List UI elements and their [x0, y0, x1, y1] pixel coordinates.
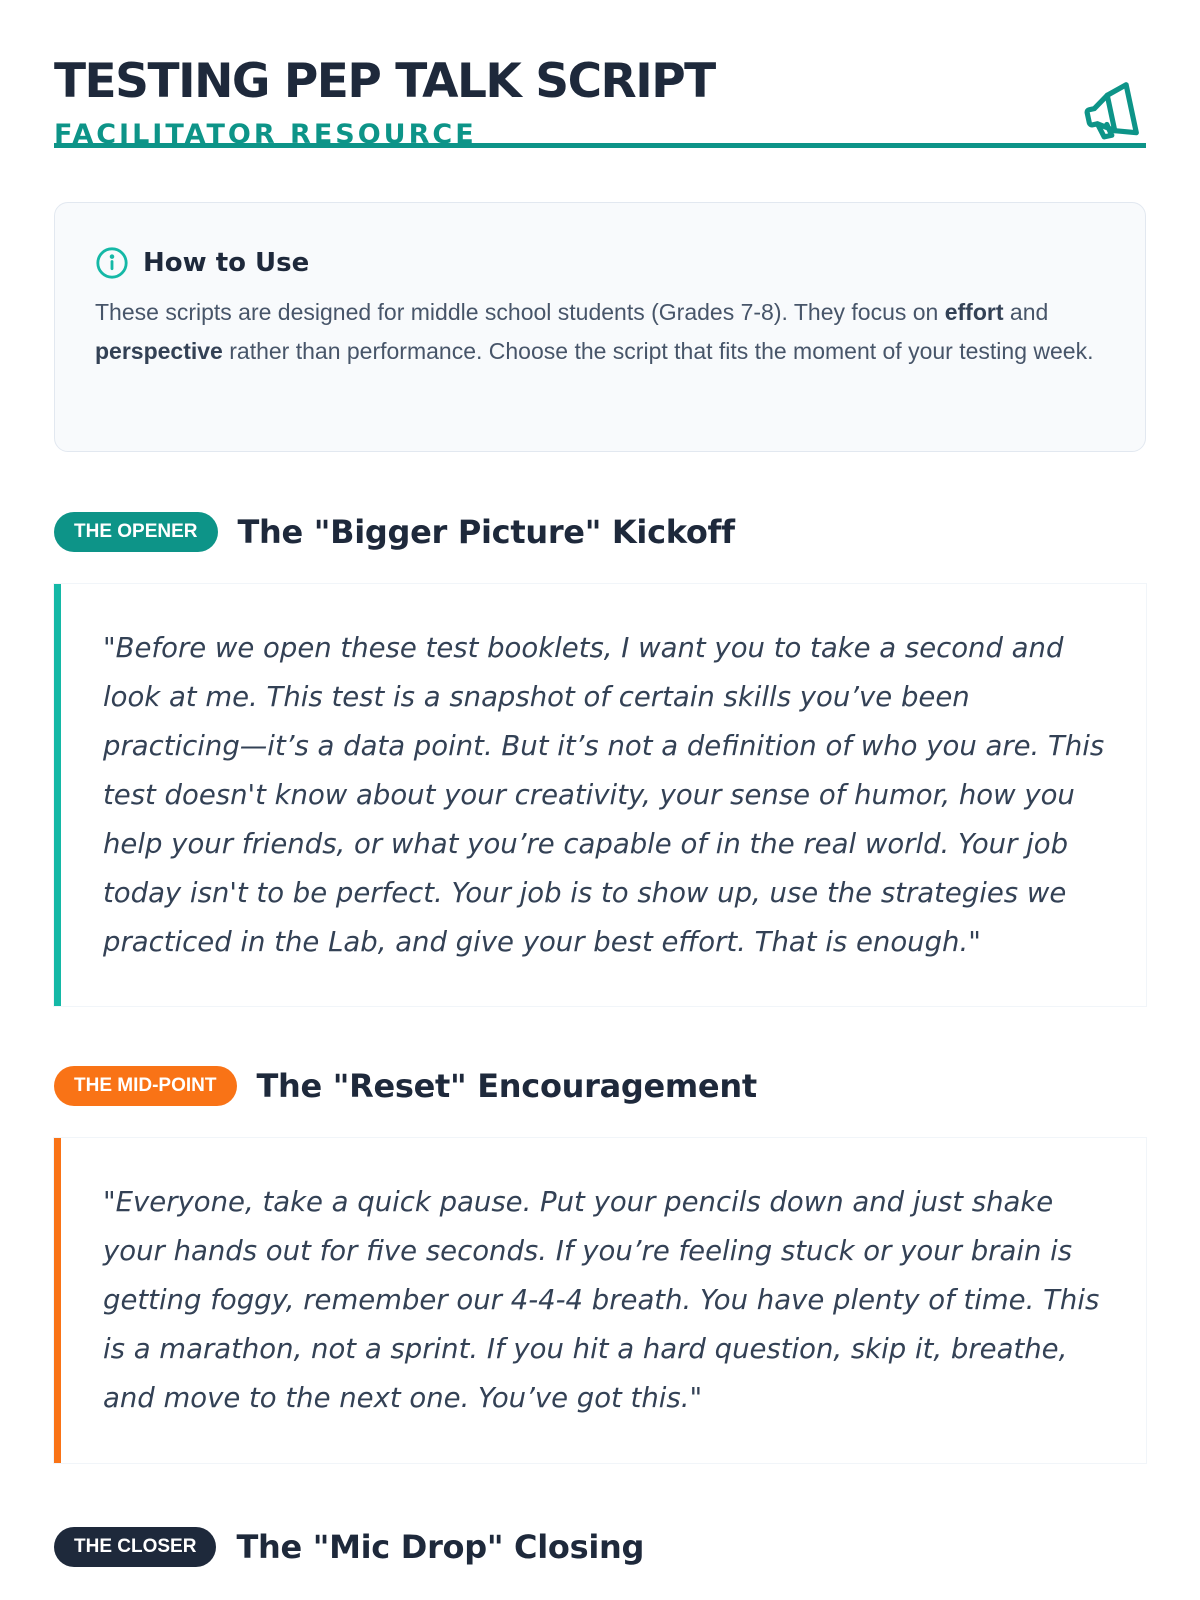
script-quote: "Before we open these test booklets, I want you to take a second and look at me. This test is a snapshot of certain skills you’ve been practicing—it’s a data point. But it’s not a definition of who you are. This test doesn't know about your creativity, your sense of humor, how you help your friends, or what you’re capable of in the real world. Your job today isn't to be perfect. Your job is to show up, use the strategies we practiced in the Lab, and give your best effort. That is enough." — [54, 584, 1146, 1006]
section-title: The "Mic Drop" Closing — [236, 1528, 645, 1566]
how-to-use-text-part: rather than performance. Choose the script that fits the moment of your testing week. — [222, 338, 1094, 364]
how-to-use-header — [95, 243, 1105, 283]
page-title: TESTING PEP TALK SCRIPT — [54, 54, 715, 109]
how-to-use-text — [95, 293, 1105, 371]
megaphone-icon — [1080, 82, 1142, 144]
how-to-use-title: How to Use — [143, 248, 310, 278]
section-header — [54, 1064, 1146, 1108]
emphasis-perspective: perspective — [95, 338, 223, 364]
page-header — [54, 0, 1146, 148]
how-to-use-text-part: These scripts are designed for middle school students (Grades 7-8). They focus on — [95, 299, 945, 325]
section-title: The "Reset" Encouragement — [256, 1067, 757, 1105]
how-to-use-box — [54, 202, 1146, 452]
section-badge: THE OPENER — [54, 512, 218, 552]
script-section-midpoint — [54, 1064, 1146, 1463]
emphasis-effort: effort — [944, 299, 1004, 325]
how-to-use-text-part: and — [1003, 299, 1049, 325]
info-icon — [95, 246, 129, 280]
script-section-closer — [54, 1525, 1146, 1569]
section-badge: THE MID-POINT — [54, 1066, 237, 1106]
script-section-opener — [54, 510, 1146, 1006]
section-title: The "Bigger Picture" Kickoff — [237, 513, 735, 551]
section-header — [54, 510, 1146, 554]
section-badge: THE CLOSER — [54, 1527, 216, 1567]
section-header — [54, 1525, 1146, 1569]
page-subtitle: FACILITATOR RESOURCE — [54, 119, 477, 150]
script-quote: "Everyone, take a quick pause. Put your pencils down and just shake your hands out for five seconds. If you’re feeling stuck or your brain is getting foggy, remember our 4-4-4 breath. You have plenty of time. This is a marathon, not a sprint. If you hit a hard question, skip it, breathe, and move to the next one. You’ve got this." — [54, 1138, 1146, 1463]
